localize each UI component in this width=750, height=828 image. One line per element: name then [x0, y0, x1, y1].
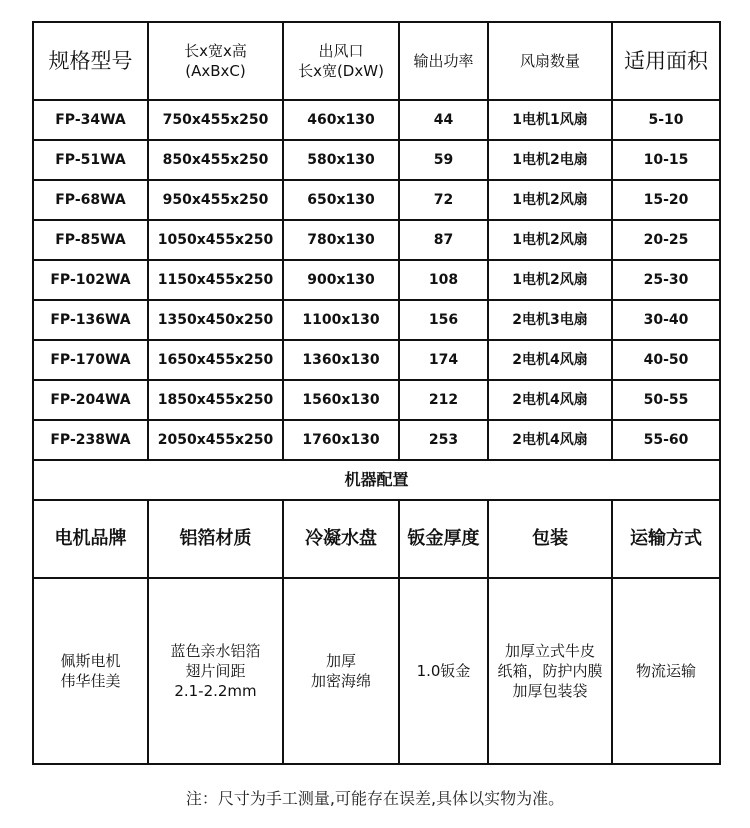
header-text: 规格型号: [48, 48, 133, 73]
header-text: 长x宽x高: [184, 41, 247, 60]
table-row: [33, 300, 720, 340]
cell-size: 1650x455x250: [148, 340, 283, 380]
config-header-packaging: 包装: [488, 500, 612, 578]
cell-size: 1850x455x250: [148, 380, 283, 420]
config-header-motor-brand: 电机品牌: [33, 500, 148, 578]
config-line: 蓝色亲水铝箔: [170, 641, 261, 660]
table-row: [33, 140, 720, 180]
cell-area: 5-10: [612, 100, 720, 140]
config-value-foil-material: [148, 578, 283, 764]
cell-area: 30-40: [612, 300, 720, 340]
cell-fans: 1电机2电扇: [488, 140, 612, 180]
cell-model: FP-136WA: [33, 300, 148, 340]
config-value-motor-brand: [33, 578, 148, 764]
cell-outlet: 780x130: [283, 220, 399, 260]
table-row: [33, 380, 720, 420]
config-line: 加厚包装袋: [512, 682, 588, 701]
cell-size: 750x455x250: [148, 100, 283, 140]
config-line: 2.1-2.2mm: [174, 682, 257, 701]
config-value-row: [33, 578, 720, 764]
config-line: 纸箱，防护内膜: [497, 661, 603, 680]
cell-model: FP-85WA: [33, 220, 148, 260]
header-dimensions: [148, 22, 283, 100]
cell-model: FP-68WA: [33, 180, 148, 220]
config-value-shipping: [612, 578, 720, 764]
cell-fans: 2电机4风扇: [488, 380, 612, 420]
config-line: 加密海绵: [310, 672, 371, 690]
cell-fans: 2电机3电扇: [488, 300, 612, 340]
config-line: 1.0钣金: [416, 661, 471, 680]
cell-fans: 1电机1风扇: [488, 100, 612, 140]
spec-table: [32, 21, 721, 765]
header-fans: [488, 22, 612, 100]
config-value-packaging: [488, 578, 612, 764]
cell-power: 156: [399, 300, 488, 340]
header-text: 适用面积: [624, 48, 708, 73]
config-value-drip-tray: [283, 578, 399, 764]
cell-power: 253: [399, 420, 488, 460]
cell-size: 2050x455x250: [148, 420, 283, 460]
config-line: 物流运输: [635, 661, 696, 680]
header-text: 出风口: [318, 41, 364, 60]
cell-fans: 2电机4风扇: [488, 420, 612, 460]
config-header-drip-tray: 冷凝水盘: [283, 500, 399, 578]
cell-area: 25-30: [612, 260, 720, 300]
config-line: 佩斯电机: [60, 651, 121, 670]
cell-outlet: 1560x130: [283, 380, 399, 420]
cell-area: 20-25: [612, 220, 720, 260]
config-line: 伟华佳美: [60, 672, 121, 690]
cell-outlet: 1760x130: [283, 420, 399, 460]
header-text: 风扇数量: [519, 51, 580, 70]
cell-size: 850x455x250: [148, 140, 283, 180]
table-row: [33, 220, 720, 260]
header-text: 输出功率: [413, 51, 474, 70]
cell-power: 212: [399, 380, 488, 420]
cell-size: 950x455x250: [148, 180, 283, 220]
table-row: [33, 100, 720, 140]
header-model: [33, 22, 148, 100]
cell-size: 1150x455x250: [148, 260, 283, 300]
cell-power: 59: [399, 140, 488, 180]
cell-outlet: 900x130: [283, 260, 399, 300]
disclaimer-note: 注：尺寸为手工测量,可能存在误差,具体以实物为准。: [185, 789, 565, 808]
cell-power: 72: [399, 180, 488, 220]
cell-area: 15-20: [612, 180, 720, 220]
table-row: [33, 260, 720, 300]
header-area: [612, 22, 720, 100]
cell-outlet: 650x130: [283, 180, 399, 220]
config-header-row: [33, 500, 720, 578]
table-row: [33, 180, 720, 220]
cell-size: 1350x450x250: [148, 300, 283, 340]
config-line: 翅片间距: [185, 661, 246, 680]
config-value-sheet-thickness: [399, 578, 488, 764]
header-outlet: [283, 22, 399, 100]
cell-model: FP-204WA: [33, 380, 148, 420]
cell-outlet: 580x130: [283, 140, 399, 180]
cell-power: 174: [399, 340, 488, 380]
cell-outlet: 1360x130: [283, 340, 399, 380]
cell-size: 1050x455x250: [148, 220, 283, 260]
cell-area: 40-50: [612, 340, 720, 380]
config-section-title: 机器配置: [33, 460, 720, 500]
cell-model: FP-170WA: [33, 340, 148, 380]
spec-header-row: [33, 22, 720, 100]
cell-model: FP-34WA: [33, 100, 148, 140]
table-row: [33, 340, 720, 380]
cell-fans: 2电机4风扇: [488, 340, 612, 380]
cell-model: FP-238WA: [33, 420, 148, 460]
cell-outlet: 1100x130: [283, 300, 399, 340]
header-text: (AxBxC): [185, 62, 246, 80]
cell-area: 55-60: [612, 420, 720, 460]
config-header-shipping: 运输方式: [612, 500, 720, 578]
cell-area: 50-55: [612, 380, 720, 420]
cell-model: FP-51WA: [33, 140, 148, 180]
cell-power: 44: [399, 100, 488, 140]
header-text: 长x宽(DxW): [298, 62, 384, 80]
cell-power: 108: [399, 260, 488, 300]
config-line: 加厚立式牛皮: [504, 641, 595, 660]
config-line: 加厚: [325, 651, 356, 670]
cell-fans: 1电机2风扇: [488, 220, 612, 260]
cell-power: 87: [399, 220, 488, 260]
header-power: [399, 22, 488, 100]
config-header-sheet-thickness: 钣金厚度: [399, 500, 488, 578]
table-row: [33, 420, 720, 460]
cell-fans: 1电机2风扇: [488, 180, 612, 220]
cell-model: FP-102WA: [33, 260, 148, 300]
config-section-row: [33, 460, 720, 500]
config-header-foil-material: 铝箔材质: [148, 500, 283, 578]
cell-fans: 1电机2风扇: [488, 260, 612, 300]
cell-outlet: 460x130: [283, 100, 399, 140]
cell-area: 10-15: [612, 140, 720, 180]
